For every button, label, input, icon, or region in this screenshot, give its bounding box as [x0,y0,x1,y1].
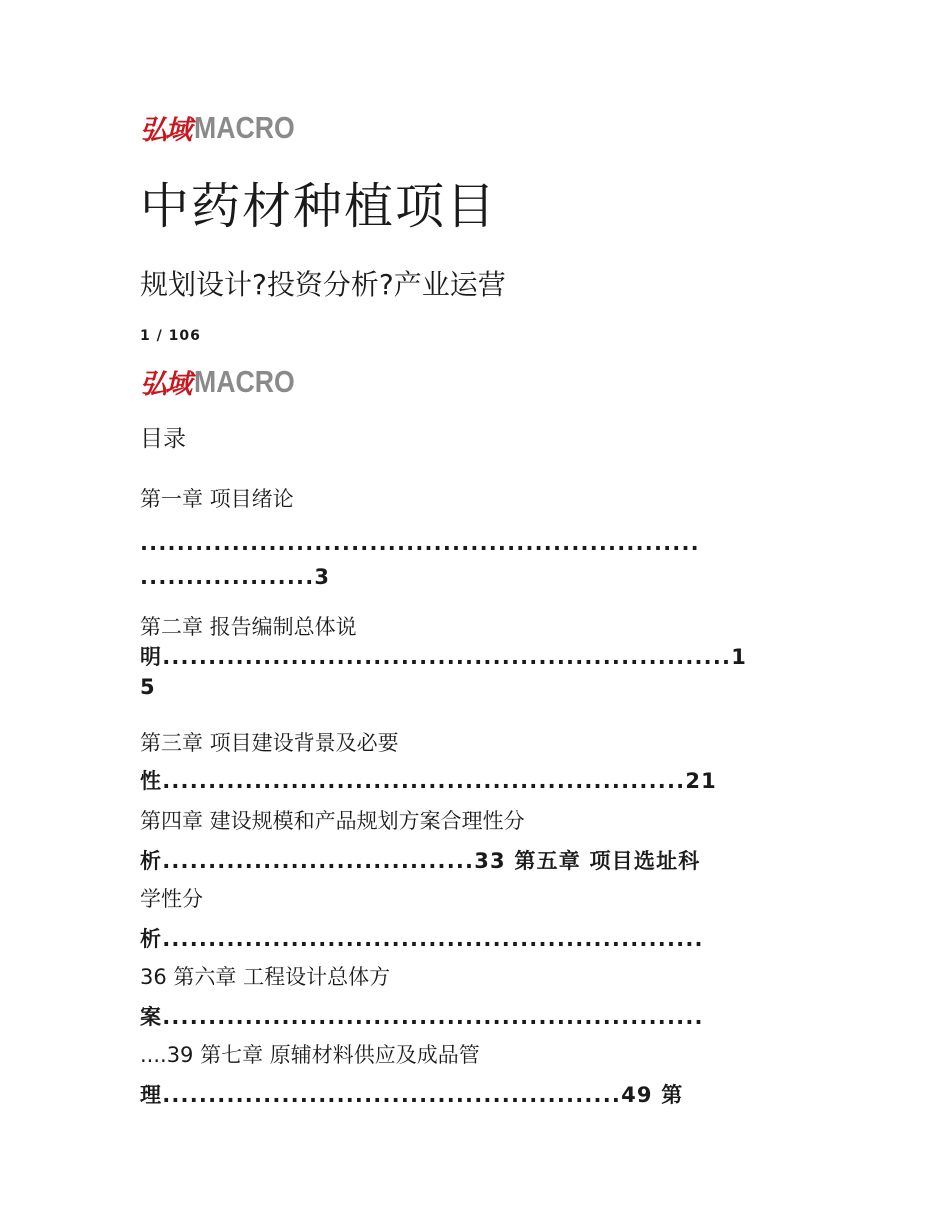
toc-line: 学性分 [140,887,203,911]
toc-line: 析..................................33 第五章 项目选址科 [140,849,701,873]
logo-mark: 弘域 [140,369,190,400]
toc-line: ...................3 [140,565,331,589]
toc-line: ....39 第七章 原辅材料供应及成品管 [140,1043,480,1067]
toc-line: 案........................................................... [140,1005,704,1029]
document-subtitle: 规划设计?投资分析?产业运营 [140,268,506,301]
toc-line: 5 [140,675,157,699]
toc-heading: 目录 [140,426,186,452]
header-logo [140,108,311,147]
logo-mark: 弘域 [140,115,190,146]
toc-line: 第四章 建设规模和产品规划方案合理性分 [140,809,525,833]
toc-line: 性.........................................................21 [140,769,717,793]
toc-line: ............................................................. [140,531,700,555]
page-indicator: 1 / 106 [140,328,201,344]
toc-line: 理..................................................49 第 [140,1083,684,1107]
toc-line: 36 第六章 工程设计总体方 [140,965,391,989]
logo-wordmark: MACRO [194,109,295,145]
toc-line: 第三章 项目建设背景及必要 [140,731,399,755]
toc-line: 析........................................................... [140,927,704,951]
toc-line: 明..............................................................1 [140,645,748,669]
toc-line: 第一章 项目绪论 [140,487,294,511]
document-title: 中药材种植项目 [140,178,498,235]
logo-wordmark: MACRO [194,363,295,399]
toc-line: 第二章 报告编制总体说 [140,615,357,639]
toc-logo [140,362,311,401]
